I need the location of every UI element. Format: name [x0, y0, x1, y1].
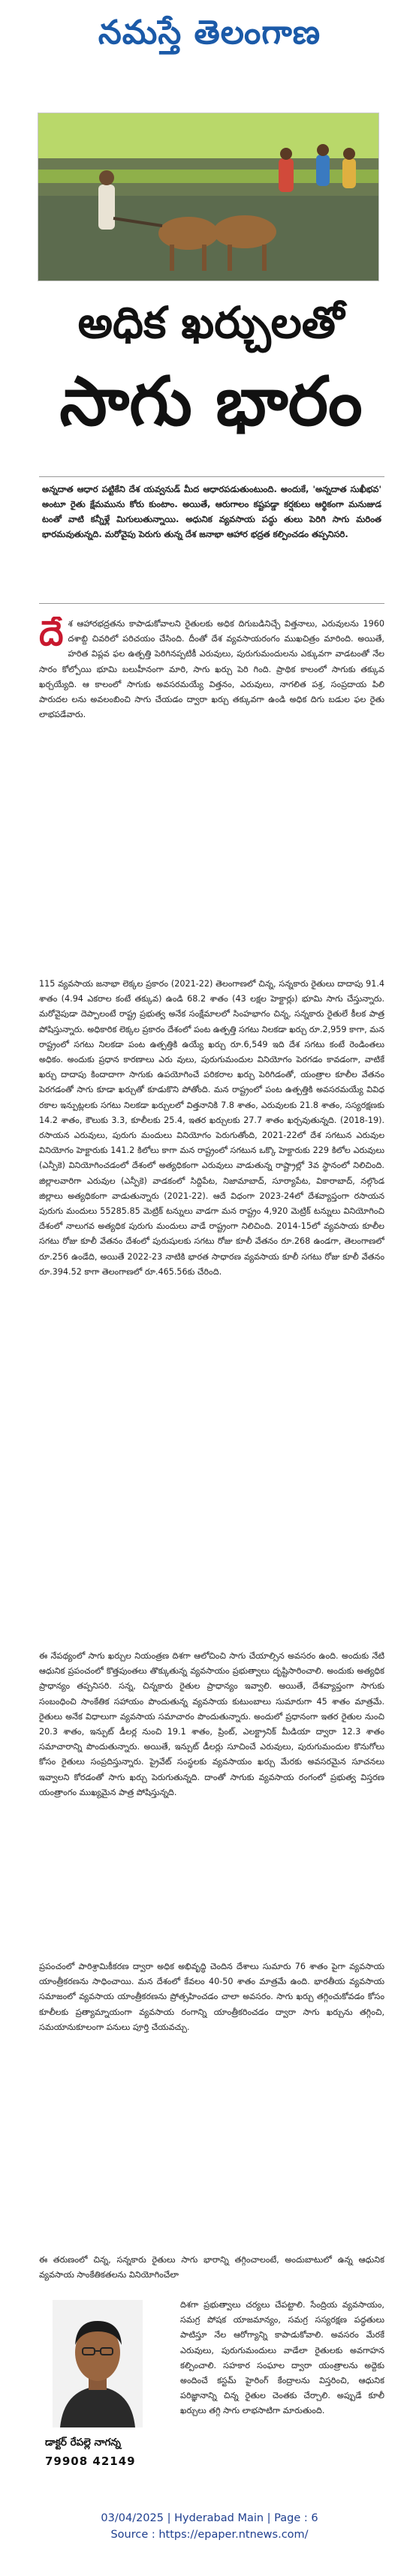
intro-text: అన్నదాత ఆధార పట్టికేని దేశ యవ్వనుడ్ మీద ఆధారపడుతుంటుంది. అందుకే, 'అన్నదాత సుఖీభవ' అంటూ రైతు క్షేమమును కోరు కుంటాం. అయితే, ఆరుగాలం కష్టపడ్డా కర్షకులు ఆర్థికంగా మనుజుడ టంతో వాటి కన్నీళ్లే మిగులుతున్నాయి. అధునిక వ్యవసాయ పద్ధు తులు పెరిగి సాగు మరింత భారమవుతున్నది. మరోవైపు పెరుగు తున్న దేశ జనాభా ఆహార భద్రత కల్పించడం తప్పనిసరి.: [42, 484, 381, 539]
paragraph-1-text: శ ఆహారభద్రతను కాపాడుకోవాలని రైతులకు అధిక దిగుబడినిచ్చే విత్తనాలు, ఎరువులను 1960 దశాబ్ది చివరిలో పరిచయం చేసింది. దీంతో దేశ వ్యవసాయరంగం ముఖచిత్రం మారింది. అయితే, హరిత విప్లవ ఫల ఉత్పత్తి పెరిగినప్పటికీ ఎరువులు, పురుగుమందులను ఎక్కువగా వాడటంతో నేల సారం కోల్పోయి భూమి బలుహీనంగా మారి, సాగు ఖర్చు పెరి గింది. ప్రాథిక కాలంలో సాగుకు తక్కువ ఖర్చయ్యేది. ఆ కాలంలో సాగుకు అవసరమయ్యే విత్తనం, ఎరువులు, నాగలిత పశ్ర, సంప్రదాయ పిలి పారుదల లను అవలంబించి సాగు చేయడం ద్వారా ఖర్చు తక్కువగా ఉండి అధిక దిగు బడుల ఫల రైతు లాభపడేవారు.: [39, 619, 384, 720]
headline-line-2: సాగు భారం: [59, 362, 363, 441]
dropcap: దే: [39, 617, 64, 653]
paragraph-4-text: ప్రపంచంలో పారిశ్రామికీకరణ ద్వారా అధిక అభివృద్ధి చెందిన దేశాలు సుమారు 76 శాతం పైగా వ్యవసాయ యాంత్రీకరణను సాధించాయి. మన దేశంలో కేవలం 40-50 శాతం మాత్రమే ఉంది. భారతీయ వ్యవసాయ సమాజంలో వ్యవసాయ యాంత్రీకరణను ప్రోత్సహించడం చాలా అవసరం. సాగు ఖర్చు తగ్గించుకోవడం కోసం కూలీలకు ప్రత్యామ్నాయంగా వ్యవసాయ రంగాన్ని యాంత్రీకరించడం ద్వారా సాగు ఖర్చును తగ్గించి, సమయానుకూలంగా పనులు పూర్తి చేయవచ్చు.: [39, 1962, 384, 2032]
intro-box: [39, 476, 384, 604]
paragraph-2-text: 115 వ్యవసాయ జనాభా లెక్కల ప్రకారం (2021-22) తెలంగాణలో చిన్న, సన్నకారు రైతులు దాదాపు 91.4 శాతం (4.94 ఎకరాల కంటే తక్కువ) ఉండి 68.2 శాతం (43 లక్షల హెక్టార్లు) భూమి సాగు చేస్తున్నారు. మరోవైపుడా దెప్పాలంటే రాష్ట్ర ప్రభుత్వ అనేక సంక్షేమాలలో సింహభాగం చిన్న, సన్నకారు రైతులే కీలక పాత్ర పోషిస్తున్నారు. అధికారిక లెక్కల ప్రకారం దేశంలో పంట ఉత్పత్తి సగటు నిలకడా ఖర్చు రూ.2,959 కాగా, మన రాష్ట్రంలో సగటు నిలకడా పంట ఉత్పత్తికి ఉయ్యే ఖర్చు రూ.6,549 ఇది దేశ సగటు కంటే రెండింతలు అధికం. అందుకు ప్రధాన కారణాలు ఎరు వులు, పురుగుమందుల వినియోగం పెరగడం కావడంగా, వాటికే ఖర్చు దాదాపు కిందాదాగా సాగుకు ఉపయోగించే పరికరాల ఖర్చు పెరిగిడంతో, యంత్రాల కూలీల వేతనం పెరగడంతో సాగు కూడా ఖర్చుతో కూడుకొని పోతోంది. మన రాష్ట్రంలో పంట ఉత్పత్తికి అవసరమయ్యే వివిధ రకాల ఇన్పుట్లలకు సగటు నిలకడా ఖర్చులలో విత్తనానికి 7.8 శాతం, ఎరువులకు 21.8 శాతం, సస్యరక్షణకు 14.2 శాతం, కౌలుకు 3.3, కూలీలకు 25.4, ఇతర ఖర్చులకు 27.7 శాతం ఖర్చవుతున్నది. (2018-19). రసాయన ఎరువులు, పురుగు మందులు వినియోగం పెరుగుతోంది, 2021-22లో దేశ సగటున ఎరువుల వినియోగం హెక్టారుకు 141.2 కిలోలు కాగా మన రాష్ట్రంలో సగటున ఒక్కొ హెక్టారుకు 229 కిలోల ఎరువులు (ఎన్పీకె) వినియోగించడంలో దేశంలో అత్యధికంగా ఎరువులు వాడుతున్న రాష్ట్రాల్లో 3వ స్థానంలో నిలిచింది. జిల్లాలవారిగా ఎరువుల (ఎన్పీకె) వాడకంలో సిద్దిపేట, నిజామాబాద్, సూర్యాపేట, వికారాబాద్, నల్గొండ జిల్లాలు అత్యధికంగా వాడుతున్నారు (2021-22). ఆదే విధంగా 2023-24లో దేశవ్యాప్తంగా రసాయన పురుగు మందులు 55285.85 మెట్రిక్ టన్నులు వాడగా మన రాష్ట్రం 4,920 మెట్రిక్ టన్నులు వినియోగించి దేశంలో నాలుగవ అత్యధిక పురుగు మందులు వాడే రాష్ట్రంగా నిలిచింది. 2014-15లో వ్యవసాయ కూలీల సగటు రోజు కూలీ వేతనం దేశంలో పురుషులకు సగటు రోజు కూలీ వేతనం రూ.268 ఉండగా, తెలంగాణలో రూ.256 ఉండేది, అయితే 2022-23 నాటికి భారత సాధారణ వ్యవసాయ కూలీ సగటు రోజు కూలీ వేతనం రూ.394.52 కాగా తెలంగాణలో రూ.465.56కు చేరింది.: [39, 979, 384, 1277]
article-paragraph-5: [39, 2253, 384, 2298]
author-photo: [53, 2300, 143, 2427]
paragraph-6-text: దిశగా ప్రభుత్వాలు చర్యలు చేపట్టాలి. సేంద్రియ వ్యవసాయం, సమగ్ర పోషక యాజమాన్యం, సమగ్ర సస్యరక్షణ పద్ధతులు పాటిస్తూ నేల ఆరోగ్యాన్ని కాపాడుకోవాలి. అవసరం మేరకే ఎరువులు, పురుగుమందులు వాడేలా రైతులకు అవగాహన కల్పించాలి. సహకార సంఘాల ద్వారా యంత్రాలను అద్దెకు అందించే కస్టమ్ హైరింగ్ కేంద్రాలను విస్తరించి, ఆధునిక పరిజ్ఞానాన్ని చిన్న రైతుల చెంతకు చేర్చాలి. అప్పుడే కూలీ ఖర్చులు తగ్గి సాగు లాభసాటిగా మారుతుంది.: [180, 2300, 384, 2416]
author-portrait-photo-icon: [53, 2300, 143, 2427]
footer: [0, 2510, 419, 2543]
paragraph-3-text: ఈ నేపథ్యంలో సాగు ఖర్చుల నియంత్రణ దిశగా ఆలోచించి సాగు చేయాల్సిన అవసరం ఉంది. అందుకు నేటి ఆధునిక ప్రపంచంలో కొత్తపుంతలు తొక్కుతున్న వ్యవసాయం ప్రభుత్వాలు దృష్టిసారించాలి. అందుకు అత్యధిక ప్రాధాన్యం తప్పనిసరి. సన్న, చిన్నకారు రైతుల ప్రాధాన్యం ఇవ్వాలి. అయితే, దేశవ్యాప్తంగా సాగుకు సంబంధించి సాంకేతిక సహాయం పొందుతున్న వ్యవసాయ కుటుంబాలు సుమారుగా 45 శాతం మాత్రమే. రైతులు అనేక విధాలుగా వ్యవసాయ సమాచారం పొందుతున్నారు. అందులో ప్రధానంగా ఇతర రైతుల నుంచి 20.3 శాతం, ఇన్పుట్ డీలర్ల నుంచి 19.1 శాతం, ప్రింట్, ఎలక్ట్రానిక్ మీడియా ద్వారా 12.3 శాతం సమాచారాన్ని పొందుతున్నారు. అయితే, ఇన్పుట్ డీలర్లు సూచించే ఎరువులు, పురుగుమందుల కొనుగోలు కోసం రైతులు సంప్రదిస్తున్నారు. ప్రైవేట్ సంస్థలకు వ్యవసాయం ఖర్చు మేరకు అవసరమైన సూచనలు ఇవ్వాలని కోరడంతో సాగు ఖర్చు పెరుగుతున్నది. దాంతో సాగుకు వ్యవసాయ రంగంలో ప్రభుత్వ విస్తరణ యంత్రాంగం ముఖ్యమైన పాత్ర పోషిస్తున్నది.: [39, 1651, 384, 1797]
footer-source-link[interactable]: Source : https://epaper.ntnews.com/: [110, 2529, 309, 2541]
article-paragraph-1: [39, 617, 384, 939]
farmers-ploughing-field-photo-icon: [38, 113, 379, 281]
author-box: [45, 2300, 173, 2483]
article-paragraph-2: [39, 977, 384, 1637]
paragraph-5-text: ఈ తరుణంలో చిన్న, సన్నకారు రైతులు సాగు భారాన్ని తగ్గించాలంటే, అందుబాటులో ఉన్న ఆధునిక వ్యవసాయ సాంకేతికతలను వినియోగించేలా: [39, 2255, 384, 2280]
article-paragraph-3: [39, 1649, 384, 1949]
article-paragraph-4: [39, 1959, 384, 2248]
headline: [35, 293, 387, 450]
masthead: [0, 3, 419, 63]
headline-line-1: అధిక ఖర్చులతో: [77, 297, 345, 348]
author-phone: 79908 42149: [45, 2454, 136, 2468]
author-name: డాక్టర్ రేపల్లె నాగన్న: [45, 2436, 121, 2448]
footer-date-edition: 03/04/2025 | Hyderabad Main | Page : 6: [101, 2512, 318, 2524]
newspaper-title: నమస్తే తెలంగాణ: [98, 14, 321, 52]
article-paragraph-6: [180, 2298, 384, 2481]
farmers-ploughing-photo: [38, 113, 379, 281]
